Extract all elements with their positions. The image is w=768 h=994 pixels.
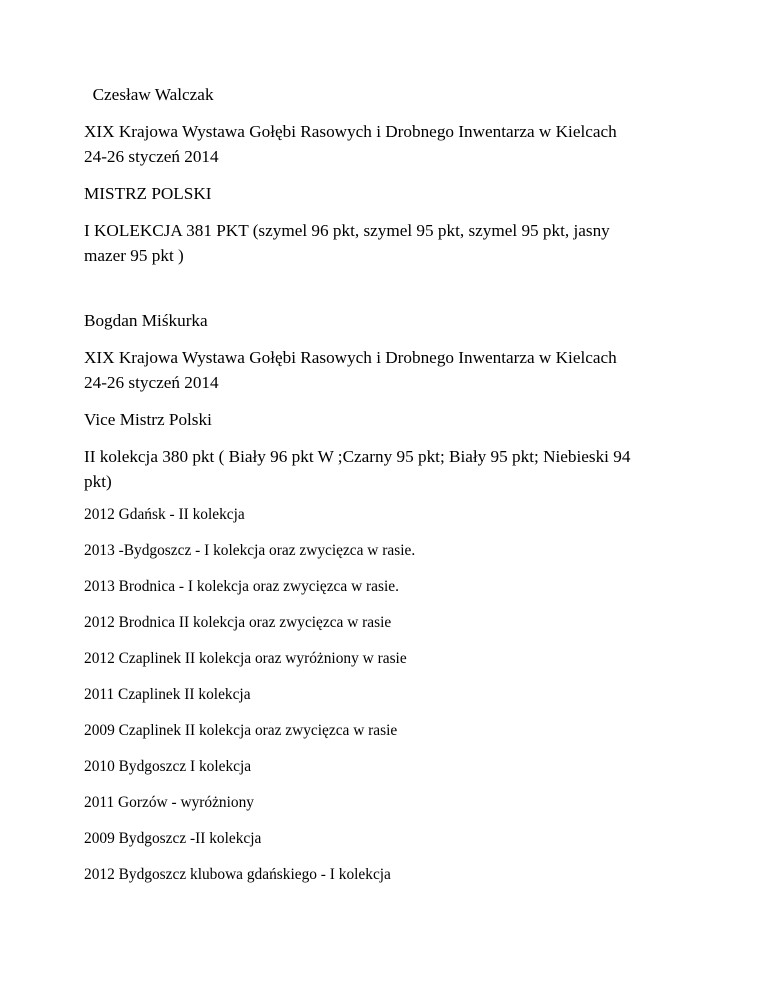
entry-walczak [84,82,672,268]
list-item: 2011 Gorzów - wyróżniony [84,794,254,811]
entry-miskurka [84,308,672,494]
list-item: 2013 -Bydgoszcz - I kolekcja oraz zwycięzca w rasie. [84,542,416,559]
exhibition-dates: 24-26 styczeń 2014 [84,147,219,166]
collection-line: pkt) [84,472,112,491]
list-item: 2012 Czaplinek II kolekcja oraz wyróżniony w rasie [84,650,407,667]
exhibition-dates: 24-26 styczeń 2014 [84,373,219,392]
list-item: 2013 Brodnica - I kolekcja oraz zwycięzca w rasie. [84,578,399,595]
breeder-name: Bogdan Miśkurka [84,311,208,330]
breeder-name: Czesław Walczak [84,85,214,104]
list-item: 2012 Brodnica II kolekcja oraz zwycięzca w rasie [84,614,392,631]
exhibition-name: XIX Krajowa Wystawa Gołębi Rasowych i Drobnego Inwentarza w Kielcach [84,122,617,141]
list-item: 2012 Gdańsk - II kolekcja [84,506,245,523]
award-title: MISTRZ POLSKI [84,184,212,203]
list-item: 2012 Bydgoszcz klubowa gdańskiego - I kolekcja [84,866,391,883]
list-item: 2010 Bydgoszcz I kolekcja [84,758,252,775]
achievements-list [84,504,672,886]
collection-line: I KOLEKCJA 381 PKT (szymel 96 pkt, szymel 95 pkt, szymel 95 pkt, jasny [84,221,610,240]
exhibition-name: XIX Krajowa Wystawa Gołębi Rasowych i Drobnego Inwentarza w Kielcach [84,348,617,367]
list-item: 2009 Bydgoszcz -II kolekcja [84,830,262,847]
collection-line: mazer 95 pkt ) [84,246,184,265]
list-item: 2009 Czaplinek II kolekcja oraz zwycięzca w rasie [84,722,398,739]
collection-line: II kolekcja 380 pkt ( Biały 96 pkt W ;Czarny 95 pkt; Biały 95 pkt; Niebieski 94 [84,447,631,466]
list-item: 2011 Czaplinek II kolekcja [84,686,251,703]
award-title: Vice Mistrz Polski [84,410,212,429]
